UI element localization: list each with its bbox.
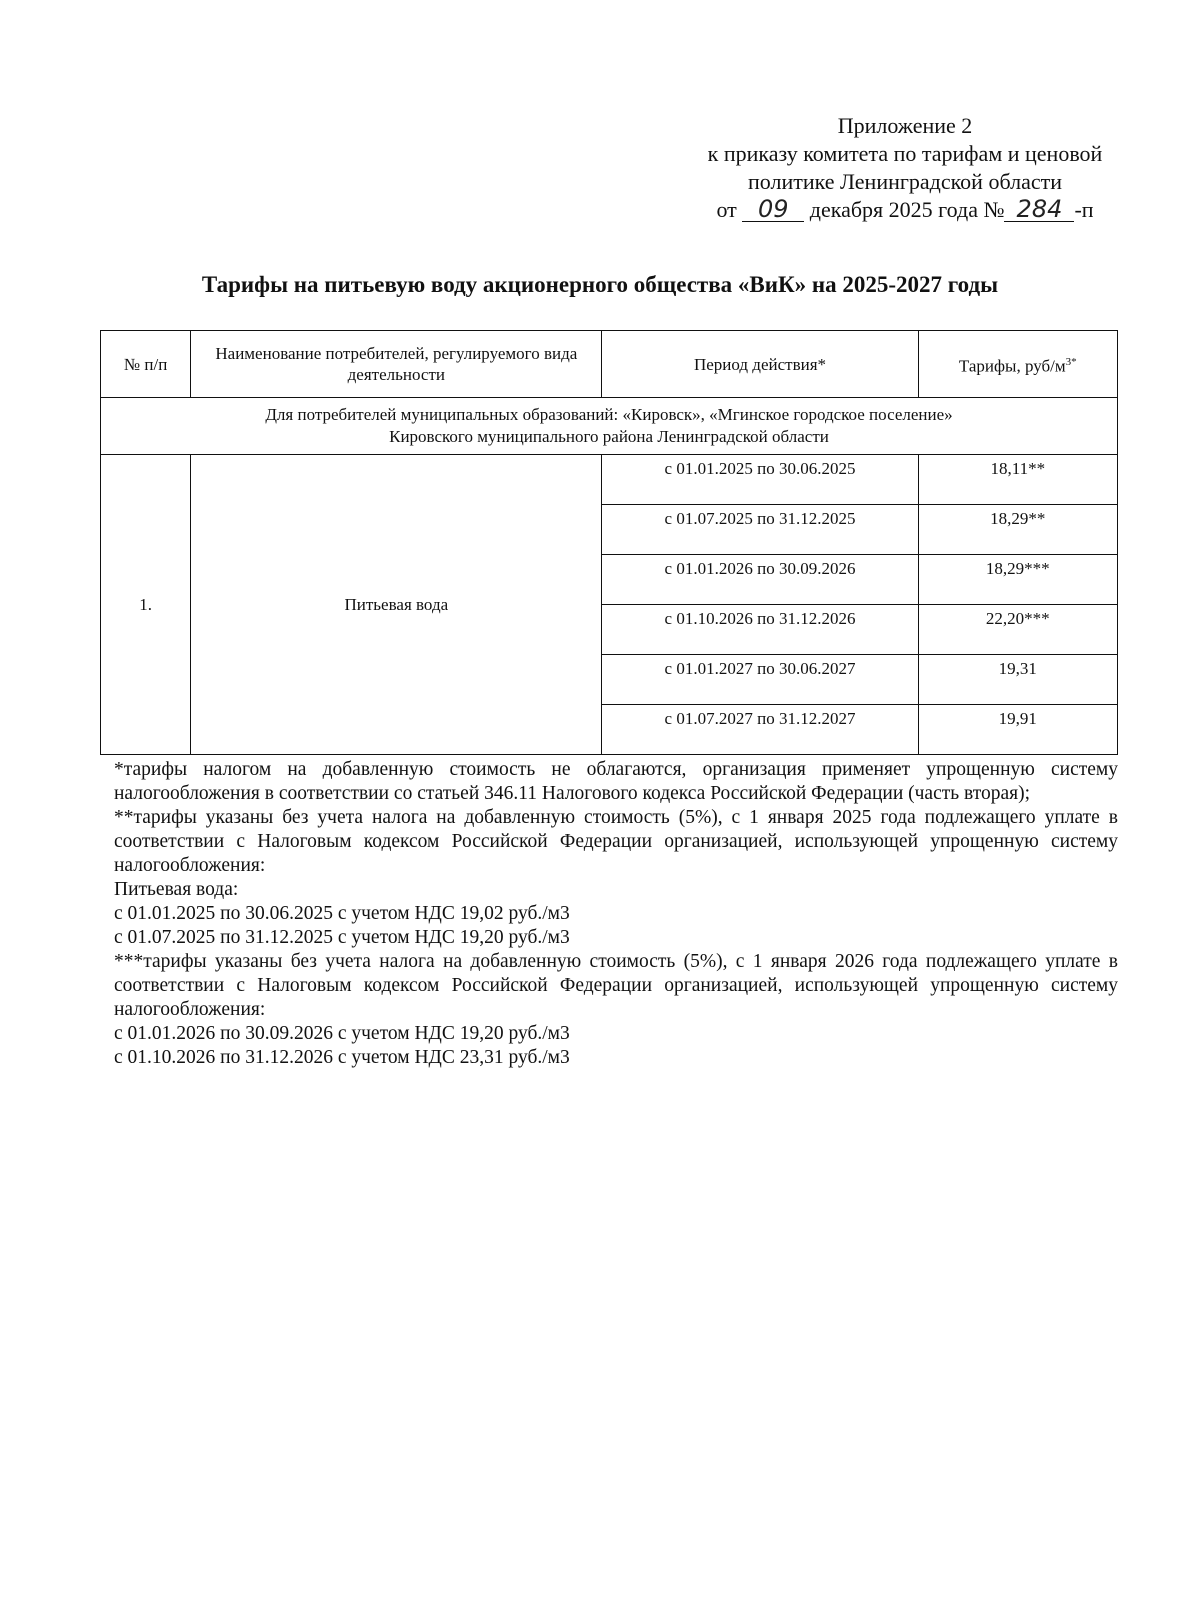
period-cell: с 01.01.2025 по 30.06.2025 — [602, 455, 918, 505]
rate-cell: 18,29*** — [918, 555, 1117, 605]
header-period: Период действия* — [602, 331, 918, 398]
water-label: Питьевая вода: — [114, 879, 239, 900]
tariff-table — [100, 330, 1118, 755]
rate-cell: 18,29** — [918, 505, 1117, 555]
footnotes — [114, 758, 1118, 1070]
header-num: № п/п — [101, 331, 191, 398]
appendix-line-2: к приказу комитета по тарифам и ценовой — [707, 141, 1103, 166]
appendix-date-line — [670, 196, 1140, 224]
appendix-header — [670, 112, 1140, 224]
header-name: Наименование потребителей, регулируемого вида деятельности — [191, 331, 602, 398]
table-header-row — [101, 331, 1118, 398]
document-title: Тарифы на питьевую воду акционерного общества «ВиК» на 2025-2027 годы — [201, 272, 999, 297]
period-cell: с 01.10.2026 по 31.12.2026 — [602, 605, 918, 655]
period-cell: с 01.07.2027 по 31.12.2027 — [602, 705, 918, 755]
date-text: декабря 2025 года № — [809, 197, 1005, 222]
footnote-3: ***тарифы указаны без учета налога на добавленную стоимость (5%), с 1 января 2026 года подлежащего уплате в соответствии с Налоговым кодексом Российской Федерации организацией, использующей упрощенную систему налогообложения: — [114, 951, 1118, 1020]
row-number: 1. — [101, 455, 191, 755]
consumer-group-cell — [101, 398, 1118, 455]
consumer-group-line-1: Для потребителей муниципальных образований: «Кировск», «Мгинское городское поселение» — [265, 405, 953, 424]
vat-line-1: с 01.01.2025 по 30.06.2025 с учетом НДС 19,02 руб./м3 — [114, 903, 570, 924]
period-cell: с 01.01.2026 по 30.09.2026 — [602, 555, 918, 605]
header-rate-text: Тарифы, руб/м — [958, 356, 1066, 376]
rate-cell: 19,31 — [918, 655, 1117, 705]
vat-line-4: с 01.10.2026 по 31.12.2026 с учетом НДС 23,31 руб./м3 — [114, 1047, 570, 1068]
consumer-group-row — [101, 398, 1118, 455]
header-rate — [918, 331, 1117, 398]
rate-cell: 18,11** — [918, 455, 1117, 505]
footnote-2: **тарифы указаны без учета налога на добавленную стоимость (5%), с 1 января 2025 года подлежащего уплате в соответствии с Налоговым кодексом Российской Федерации организацией, использующей упрощенную систему налогообложения: — [114, 807, 1118, 876]
handwritten-order-number: 284 — [1004, 197, 1074, 222]
appendix-line-3: политике Ленинградской области — [747, 169, 1062, 194]
consumer-group-line-2: Кировского муниципального района Ленинградской области — [389, 427, 829, 446]
date-prefix: от — [716, 197, 737, 222]
period-cell: с 01.01.2027 по 30.06.2027 — [602, 655, 918, 705]
table-row — [101, 455, 1118, 505]
footnote-1: *тарифы налогом на добавленную стоимость не облагаются, организация применяет упрощенную систему налогообложения в соответствии со статьей 346.11 Налогового кодекса Российской Федерации (часть вторая); — [114, 759, 1118, 804]
order-number-suffix: -п — [1074, 197, 1094, 222]
rate-cell: 22,20*** — [918, 605, 1117, 655]
row-name: Питьевая вода — [191, 455, 602, 755]
period-cell: с 01.07.2025 по 31.12.2025 — [602, 505, 918, 555]
header-rate-sup: 3* — [1065, 355, 1077, 368]
vat-line-3: с 01.01.2026 по 30.09.2026 с учетом НДС 19,20 руб./м3 — [114, 1023, 570, 1044]
handwritten-day: 09 — [742, 197, 804, 222]
appendix-line-1: Приложение 2 — [837, 113, 973, 138]
rate-cell: 19,91 — [918, 705, 1117, 755]
vat-line-2: с 01.07.2025 по 31.12.2025 с учетом НДС 19,20 руб./м3 — [114, 927, 570, 948]
